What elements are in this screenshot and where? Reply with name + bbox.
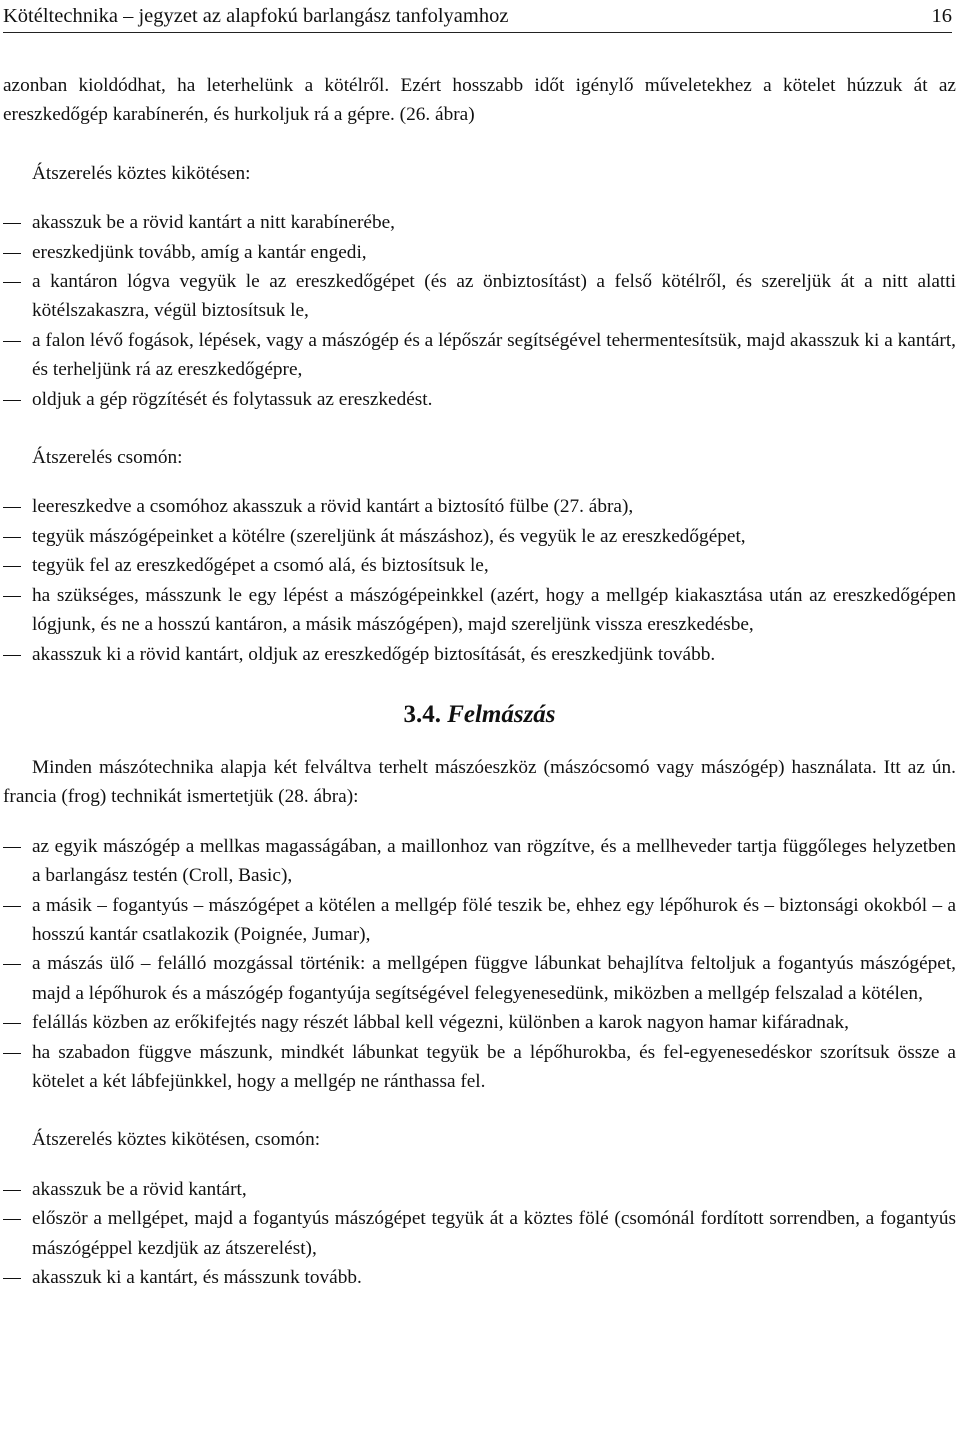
list-item: felállás közben az erőkifejtés nagy részét lábbal kell végezni, különben a karok nagyon hamar kifáradnak,: [3, 1008, 956, 1037]
page-number: 16: [931, 5, 952, 27]
header-title: Kötéltechnika – jegyzet az alapfokú barlangász tanfolyamhoz: [3, 5, 509, 27]
bullet-list: [3, 492, 956, 668]
list-item: akasszuk be a rövid kantárt a nitt karabínerébe,: [3, 208, 956, 237]
chapter-number: 3.4.: [403, 700, 441, 728]
list-item: először a mellgépet, majd a fogantyús mászógépet tegyük át a köztes fölé (csomónál fordított sorrendben, a fogantyús mászógéppel kezdjük az átszerelést),: [3, 1204, 956, 1263]
intro-paragraph: azonban kioldódhat, ha leterhelünk a kötélről. Ezért hosszabb időt igénylő műveletekhez a kötelet húzzuk át az ereszkedőgép karabínerén, és hurkoljuk rá a gépre. (26. ábra): [3, 75, 956, 126]
chapter-title: Felmászás: [447, 700, 556, 728]
list-item: akasszuk ki a kantárt, és másszunk tovább.: [3, 1263, 956, 1292]
list-item: a másik – fogantyús – mászógépet a kötélen a mellgép fölé teszik be, ehhez egy lépőhurok és – biztonsági okokból – a hosszú kantár csatlakozik (Poignée, Jumar),: [3, 891, 956, 950]
list-item: leereszkedve a csomóhoz akasszuk a rövid kantárt a biztosító fülbe (27. ábra),: [3, 492, 956, 521]
page-content: [3, 71, 956, 1292]
bullet-list: [3, 1175, 956, 1293]
chapter-paragraph: Minden mászótechnika alapja két felváltva terhelt mászóeszköz (mászócsomó vagy mászógép) használata. Itt az ún. francia (frog) technikát ismertetjük (28. ábra):: [3, 756, 956, 808]
list-item: akasszuk ki a rövid kantárt, oldjuk az ereszkedőgép biztosítását, és ereszkedjünk tovább.: [3, 640, 956, 669]
list-item: tegyük fel az ereszkedőgépet a csomó alá, és biztosítsuk le,: [3, 551, 956, 580]
bullet-list: [3, 832, 956, 1097]
list-item: ha szükséges, másszunk le egy lépést a mászógépeinkkel (azért, hogy a mellgép kiakasztása után az ereszkedőgépen lógjunk, és ne a hosszú kantáron, a másik mászógépen), majd szereljünk vissza ereszkedésbe,: [3, 581, 956, 640]
page-header: [3, 2, 952, 33]
list-item: a falon lévő fogások, lépések, vagy a mászógép és a lépőszár segítségével tehermentesítsük, majd akasszuk ki a kantárt, és terheljünk rá az ereszkedőgépre,: [3, 326, 956, 385]
list-item: oldjuk a gép rögzítését és folytassuk az ereszkedést.: [3, 385, 956, 414]
section-heading: Átszerelés köztes kikötésen:: [32, 162, 251, 184]
bullet-list: [3, 208, 956, 414]
list-item: akasszuk be a rövid kantárt,: [3, 1175, 956, 1204]
list-item: ereszkedjünk tovább, amíg a kantár engedi,: [3, 238, 956, 267]
section-heading: Átszerelés csomón:: [32, 447, 183, 469]
list-item: az egyik mászógép a mellkas magasságában, a maillonhoz van rögzítve, és a mellheveder tartja függőleges helyzetben a barlangász testén (Croll, Basic),: [3, 832, 956, 891]
list-item: a kantáron lógva vegyük le az ereszkedőgépet (és az önbiztosítást) a felső kötélről, és szereljük át a nitt alatti kötélszakaszra, végül biztosítsuk le,: [3, 267, 956, 326]
list-item: tegyük mászógépeinket a kötélre (szereljünk át mászáshoz), és vegyük le az ereszkedőgépet,: [3, 522, 956, 551]
chapter-heading: [3, 695, 956, 735]
section-heading: Átszerelés köztes kikötésen, csomón:: [32, 1129, 321, 1151]
list-item: ha szabadon függve mászunk, mindkét lábunkat tegyük be a lépőhurokba, és fel-egyenesedéskor szorítsuk össze a kötelet a két lábfejünkkel, hogy a mellgép ne ránthassa fel.: [3, 1038, 956, 1097]
list-item: a mászás ülő – felálló mozgással történik: a mellgépen függve lábunkat behajlítva feltoljuk a fogantyús mászógépet, majd a lépőhurok és a mászógép fogantyúja segítségével felegyenesedünk, miközben a mellgép felszalad a kötélen,: [3, 949, 956, 1008]
